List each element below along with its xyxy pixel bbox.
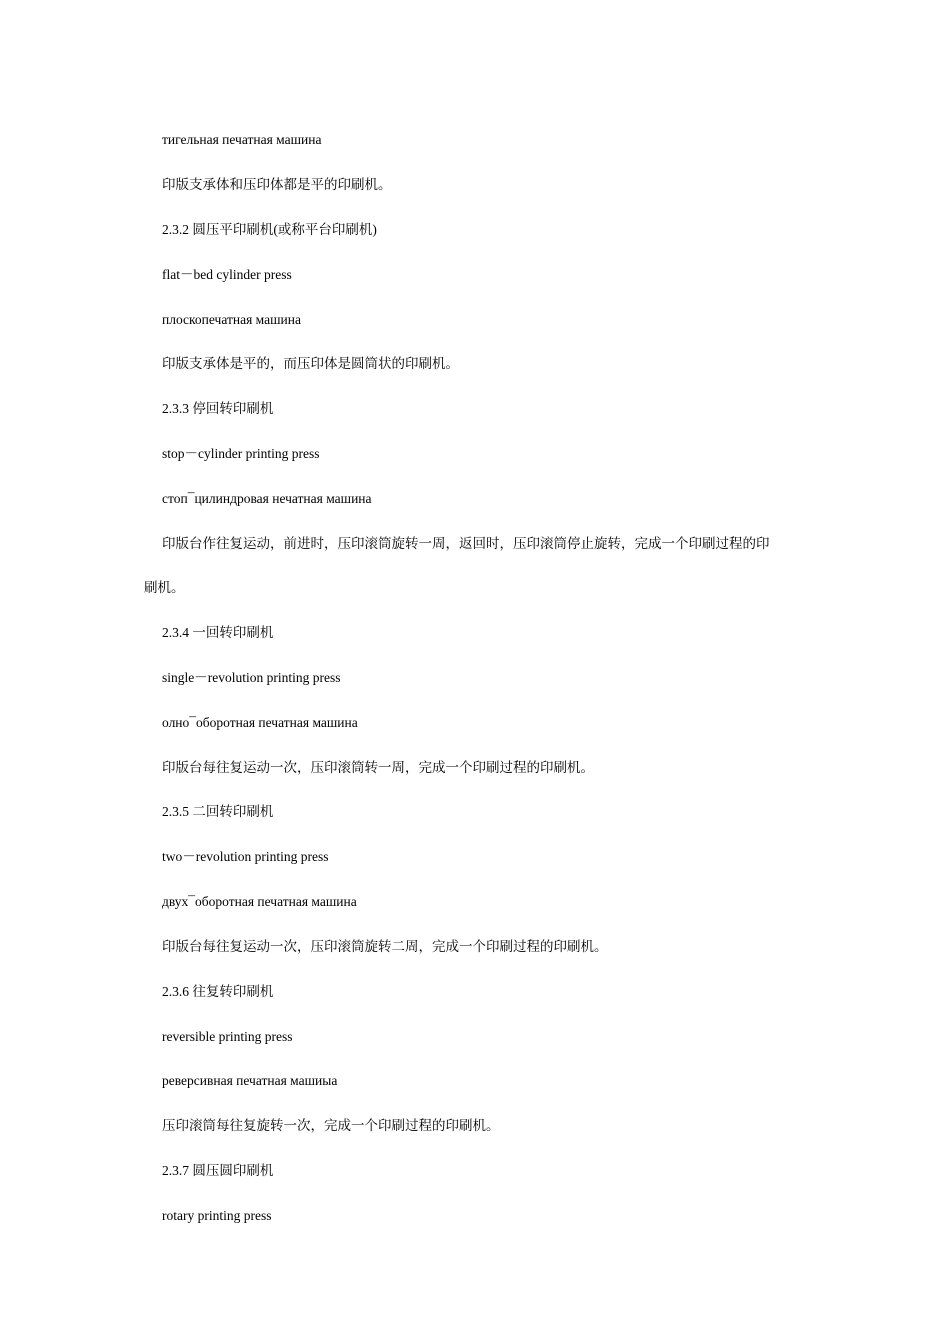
section-heading: 2.3.2 圆压平印刷机(或称平台印刷机) [162,222,377,237]
term-definition: 印版支承体和压印体都是平的印刷机。 [162,177,392,192]
term-english: rotary printing press [162,1208,272,1223]
term-english: two－revolution printing press [162,849,329,864]
term-english: single－revolution printing press [162,670,341,685]
term-russian: стоп¯цилиндровая нечатная машина [162,491,372,506]
term-definition: 印版台作往复运动，前进时，压印滚筒旋转一周，返回时，压印滚筒停止旋转，完成一个印刷过程的印 [162,536,770,551]
term-english: reversible printing press [162,1029,293,1044]
term-russian: реверсивная печатная машиыа [162,1073,338,1088]
term-definition: 印版台每往复运动一次，压印滚筒转一周，完成一个印刷过程的印刷机。 [162,760,594,775]
term-russian: плоскопечатная машина [162,312,301,327]
section-heading: 2.3.5 二回转印刷机 [162,804,274,819]
term-english: flat－bed cylinder press [162,267,292,282]
term-russian: двух¯оборотная печатная машина [162,894,357,909]
term-definition: 印版台每往复运动一次，压印滚筒旋转二周，完成一个印刷过程的印刷机。 [162,939,608,954]
section-heading: 2.3.3 停回转印刷机 [162,401,274,416]
term-definition: 印版支承体是平的，而压印体是圆筒状的印刷机。 [162,356,459,371]
term-english: stop－cylinder printing press [162,446,320,461]
term-russian: олно¯оборотная печатная машина [162,715,358,730]
section-heading: 2.3.4 一回转印刷机 [162,625,274,640]
section-heading: 2.3.7 圆压圆印刷机 [162,1163,274,1178]
term-definition-continuation: 刷机。 [144,580,185,595]
term-definition: 压印滚筒每往复旋转一次，完成一个印刷过程的印刷机。 [162,1118,500,1133]
term-russian: тигельная печатная машина [162,132,322,147]
section-heading: 2.3.6 往复转印刷机 [162,984,274,999]
